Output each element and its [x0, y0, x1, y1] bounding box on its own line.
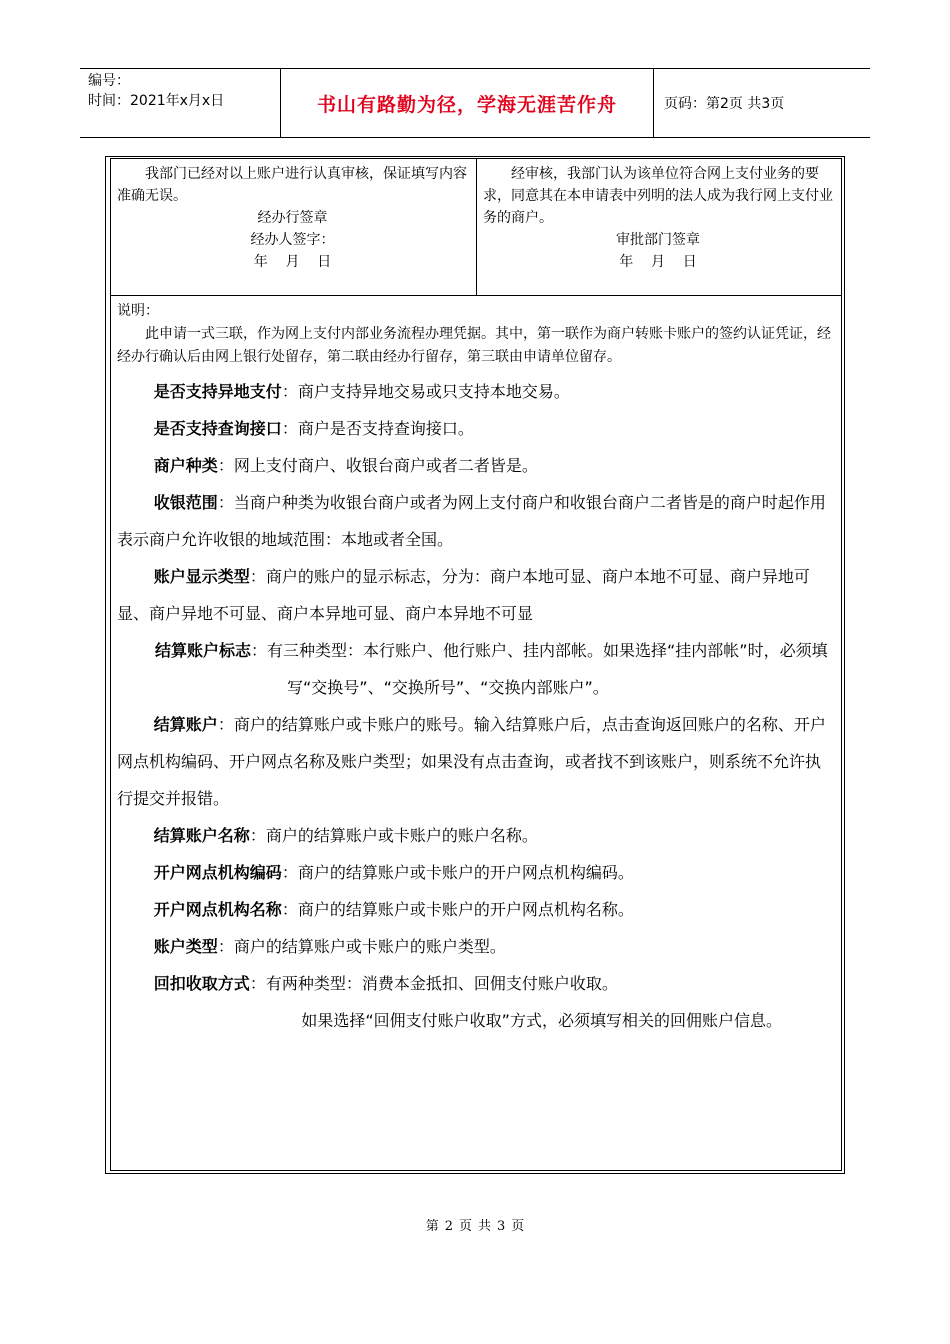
note-term: 开户网点机构编码 [153, 863, 282, 882]
note-term: 结算账户标志 [155, 641, 252, 660]
note-term: 结算账户 [153, 715, 218, 734]
signature-row [111, 159, 841, 296]
footer-page-prefix: 第 [425, 1219, 439, 1234]
note-desc: ：当商户种类为收银台商户或者为网上支付商户和收银台商户二者皆是的商户时起作用表示商户允许收银的地域范围：本地或者全国。 [117, 493, 826, 549]
note-term: 回扣收取方式 [153, 974, 250, 993]
handling-bank-statement: 我部门已经对以上账户进行认真审核，保证填写内容准确无误。 [117, 166, 467, 204]
note-item [117, 558, 833, 632]
handling-bank-date: 年 月 日 [253, 254, 332, 270]
note-item [117, 854, 833, 891]
footer-page-total: 3 [497, 1219, 506, 1234]
note-desc: ：商户的结算账户或卡账户的开户网点机构编码。 [281, 863, 634, 882]
page-footer [0, 1215, 950, 1234]
note-desc: ：有三种类型：本行账户、他行账户、挂内部帐。如果选择“挂内部帐”时，必须填写“交换号”、“交换所号”、“交换内部账户”。 [251, 641, 828, 697]
header-motto: 书山有路勤为径，学海无涯苦作舟 [280, 69, 654, 137]
note-desc: ：商户的结算账户或卡账户的账户名称。 [249, 826, 538, 845]
note-item [117, 447, 833, 484]
note-item [117, 817, 833, 854]
note-term: 收银范围 [153, 493, 218, 512]
approval-statement: 经审核，我部门认为该单位符合网上支付业务的要求，同意其在本申请表中列明的法人成为我行网上支付业务的商户。 [483, 166, 833, 226]
page-header [80, 68, 870, 138]
note-desc: ：商户的账户的显示标志，分为：商户本地可显、商户本地不可显、商户异地可显、商户异地不可显、商户本异地可显、商户本异地不可显 [117, 567, 810, 623]
note-term: 是否支持查询接口 [153, 419, 282, 438]
header-page-label: 页码：第2页 共3页 [664, 96, 785, 112]
note-desc: ：商户支持异地交易或只支持本地交易。 [281, 382, 570, 401]
note-item [117, 484, 833, 558]
note-desc: ：商户的结算账户或卡账户的账户类型。 [217, 937, 506, 956]
note-desc: ：网上支付商户、收银台商户或者二者皆是。 [217, 456, 538, 475]
handling-bank-seal-label: 经办行签章 [257, 210, 328, 226]
note-item [117, 928, 833, 965]
application-table [110, 158, 842, 1171]
note-item [117, 965, 833, 1002]
note-term: 商户种类 [153, 456, 218, 475]
footer-page-mid: 页 [458, 1219, 472, 1234]
note-item [117, 410, 833, 447]
signature-cell-handling-bank [111, 159, 476, 295]
note-item [117, 706, 833, 817]
notes-title: 说明： [117, 303, 159, 319]
footer-page-suffix: 页 [511, 1219, 525, 1234]
notes-cell [111, 296, 841, 1170]
footer-page-current: 2 [444, 1219, 453, 1234]
footer-total-prefix: 共 [478, 1219, 492, 1234]
note-term: 结算账户名称 [153, 826, 250, 845]
note-item [117, 373, 833, 410]
note-term: 是否支持异地支付 [153, 382, 282, 401]
handler-signature-label: 经办人签字： [250, 232, 335, 248]
note-desc: ：有两种类型：消费本金抵扣、回佣支付账户收取。 [249, 974, 618, 993]
note-item [117, 891, 833, 928]
note-term: 开户网点机构名称 [153, 900, 282, 919]
note-item [155, 632, 833, 706]
approval-seal-label: 审批部门签章 [616, 232, 700, 248]
note-term: 账户显示类型 [153, 567, 250, 586]
header-meta [80, 69, 280, 137]
note-desc: ：商户的结算账户或卡账户的开户网点机构名称。 [281, 900, 634, 919]
note-desc: ：商户的结算账户或卡账户的账号。输入结算账户后，点击查询返回账户的名称、开户网点机构编码、开户网点名称及账户类型；如果没有点击查询，或者找不到该账户，则系统不允许执行提交并报错。 [117, 715, 826, 808]
note-desc: ：商户是否支持查询接口。 [281, 419, 474, 438]
document-time-label: 时间：2021年x月x日 [88, 93, 225, 109]
note-extra: 如果选择“回佣支付账户收取”方式，必须填写相关的回佣账户信息。 [301, 1011, 782, 1030]
note-term: 账户类型 [153, 937, 218, 956]
document-number-label: 编号： [88, 73, 130, 89]
approval-date: 年 月 日 [619, 254, 697, 270]
signature-cell-approval-dept [476, 159, 841, 295]
notes-intro: 此申请一式三联，作为网上支付内部业务流程办理凭据。其中，第一联作为商户转账卡账户的签约认证凭证，经经办行确认后由网上银行处留存，第二联由经办行留存，第三联由申请单位留存。 [117, 326, 831, 365]
